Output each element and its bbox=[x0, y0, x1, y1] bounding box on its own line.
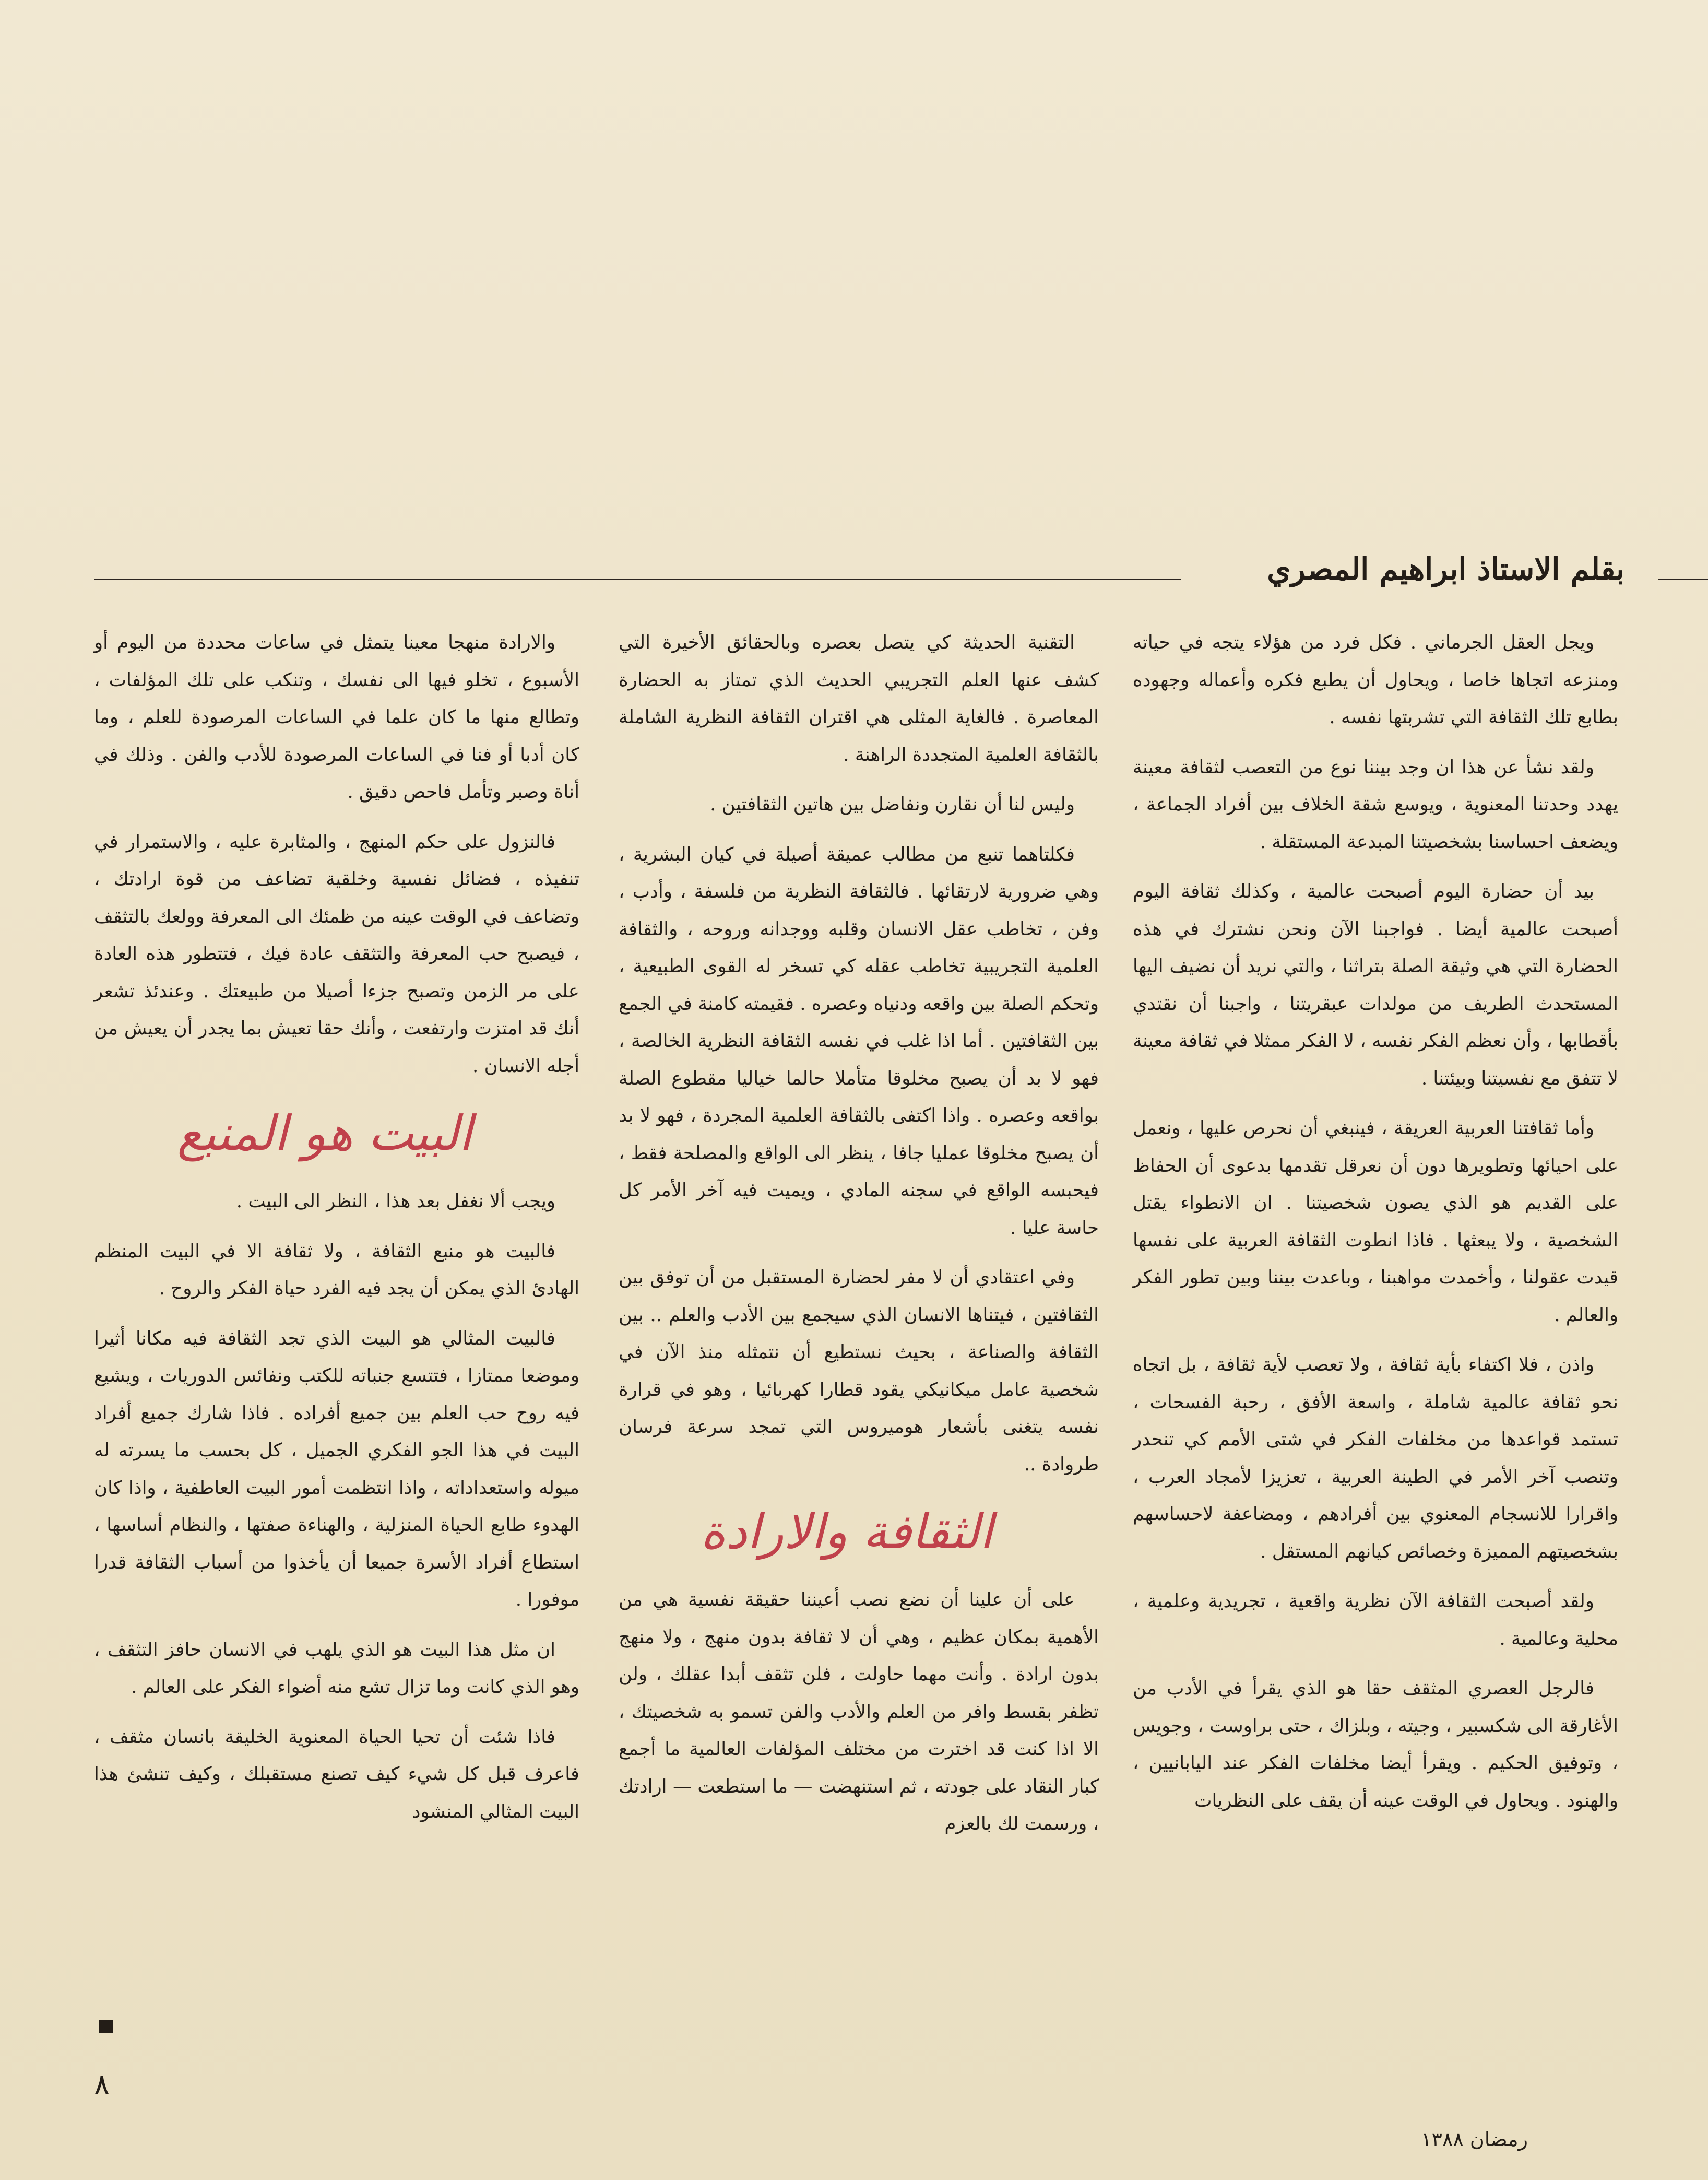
paragraph: فالنزول على حكم المنهج ، والمثابرة عليه ، والاستمرار في تنفيذه ، فضائل نفسية وخلقية تضاعف من قوة ارادتك ، وتضاعف في الوقت عينه من ظمئك الى المعرفة وولعك بالتثقف ، فيصبح حب المعرفة والتثقف عادة فيك ، فتتطور هذه العادة على مر الزمن وتصبح جزءا أصيلا من طبيعتك . وعندئذ تشعر أنك قد امتزت وارتفعت ، وأنك حقا تعيش بما يجدر أن يعيش من أجله الانسان . bbox=[94, 831, 579, 1077]
paragraph: فكلتاهما تنبع من مطالب عميقة أصيلة في كيان البشرية ، وهي ضرورية لارتقائها . فالثقافة النظرية من فلسفة ، وأدب ، وفن ، تخاطب عقل الانسان وقلبه ووجدانه وروحه ، والثقافة العلمية التجريبية تخاطب عقله كي تسخر له القوى الطبيعية ، وتحكم الصلة بين واقعه ودنياه وعصره . فقيمته كامنة في الجمع بين الثقافتين . أما اذا غلب في نفسه الثقافة النظرية الخالصة ، فهو لا بد أن يصبح مخلوقا متأملا حالما خياليا مقطوع الصلة بواقعه وعصره . واذا اكتفى بالثقافة العلمية المجردة ، فهو لا بد أن يصبح مخلوقا عمليا جافا ، ينظر الى الواقع والمصلحة فقط ، فيحبسه الواقع في سجنه المادي ، ويميت فيه آخر الأمر كل حاسة عليا . bbox=[619, 843, 1099, 1239]
paragraph: ولقد أصبحت الثقافة الآن نظرية واقعية ، تجريدية وعلمية ، محلية وعالمية . bbox=[1133, 1590, 1618, 1649]
section-heading-culture-and-will: الثقافة والارادة bbox=[700, 1504, 993, 1560]
section-heading-home-is-the-source: البيت هو المنبع bbox=[177, 1105, 472, 1161]
paragraph: وفي اعتقادي أن لا مفر لحضارة المستقبل من أن توفق بين الثقافتين ، فيتناها الانسان الذي سيجمع بين الأدب والعلم .. بين الثقافة والصناعة ، بحيث نستطيع أن نتمثله منذ الآن في شخصية عامل ميكانيكي يقود قطارا كهربائيا ، وهو في قرارة نفسه يتغنى بأشعار هوميروس التي تمجد سرعة فرسان طروادة .. bbox=[619, 1267, 1099, 1475]
paragraph: وليس لنا أن نقارن ونفاضل بين هاتين الثقافتين . bbox=[710, 794, 1075, 815]
author-byline: بقلم الاستاذ ابراهيم المصري bbox=[1267, 551, 1624, 587]
article-column-left bbox=[94, 624, 579, 1843]
paragraph: التقنية الحديثة كي يتصل بعصره وبالحقائق الأخيرة التي كشف عنها العلم التجريبي الحديث الذي تمتاز به الحضارة المعاصرة . فالغاية المثلى هي اقتران الثقافة النظرية الشاملة بالثقافة العلمية المتجددة الراهنة . bbox=[619, 632, 1099, 765]
paragraph: ان مثل هذا البيت هو الذي يلهب في الانسان حافز التثقف ، وهو الذي كانت وما تزال تشع منه أضواء الفكر على العالم . bbox=[94, 1639, 579, 1698]
paragraph: فاذا شئت أن تحيا الحياة المعنوية الخليقة بانسان مثقف ، فاعرف قبل كل شيء كيف تصنع مستقبلك ، وكيف تنشئ هذا البيت المثالي المنشود bbox=[94, 1726, 579, 1822]
header-rule-right bbox=[1658, 579, 1708, 580]
paragraph: وأما ثقافتنا العربية العريقة ، فينبغي أن نحرص عليها ، ونعمل على احيائها وتطويرها دون أن نعرقل تقدمها بدعوى أن الحفاظ على القديم هو الذي يصون شخصيتنا . ان الانطواء يقتل الشخصية ، ولا يبعثها . فاذا انطوت الثقافة العربية على نفسها قيدت عقولنا ، وأخمدت مواهبنا ، وباعدت بيننا وبين تطور الفكر والعالم . bbox=[1133, 1117, 1618, 1326]
article-column-middle bbox=[619, 624, 1099, 1855]
paragraph: ولقد نشأ عن هذا ان وجد بيننا نوع من التعصب لثقافة معينة يهدد وحدتنا المعنوية ، ويوسع شقة الخلاف بين أفراد الجماعة ، ويضعف احساسنا بشخصيتنا المبدعة المستقلة . bbox=[1133, 756, 1618, 853]
paragraph: فالبيت المثالي هو البيت الذي تجد الثقافة فيه مكانا أثيرا وموضعا ممتازا ، فتتسع جنباته للكتب ونفائس الدوريات ، ويشيع فيه روح حب العلم بين جميع أفراده . فاذا شارك جميع أفراد البيت في هذا الجو الفكري الجميل ، كل بحسب ما يسرته له ميوله واستعداداته ، واذا انتظمت أمور البيت العاطفية ، واذا كان الهدوء طابع الحياة المنزلية ، والهناءة صفتها ، والنظام أساسها ، استطاع أفراد الأسرة جميعا أن يأخذوا من أسباب الثقافة قدرا موفورا . bbox=[94, 1327, 579, 1610]
paragraph: فالبيت هو منبع الثقافة ، ولا ثقافة الا في البيت المنظم الهادئ الذي يمكن أن يجد فيه الفرد حياة الفكر والروح . bbox=[94, 1240, 579, 1299]
paragraph: واذن ، فلا اكتفاء بأية ثقافة ، ولا تعصب لأية ثقافة ، بل اتجاه نحو ثقافة عالمية شاملة ، واسعة الأفق ، رحبة الفسحات ، تستمد قواعدها من مخلفات الفكر في شتى الأمم كي تنحدر وتنصب آخر الأمر في الطينة العربية ، تعزيزا لأمجاد العرب ، واقرارا للانسجام المعنوي بين أفرادهم ، ومضاعفة لاحساسهم بشخصيتهم المميزة وخصائص كيانهم المستقل . bbox=[1133, 1354, 1618, 1562]
paragraph: بيد أن حضارة اليوم أصبحت عالمية ، وكذلك ثقافة اليوم أصبحت عالمية أيضا . فواجبنا الآن ونحن نشترك في هذه الحضارة التي هي وثيقة الصلة بتراثنا ، والتي نريد أن نضيف اليها المستحدث الطريف من مولدات عبقريتنا ، واجبنا أن نقتدي بأقطابها ، وأن نعظم الفكر نفسه ، لا الفكر ممثلا في ثقافة معينة لا تتفق مع نفسيتنا وبيئتنا . bbox=[1133, 881, 1618, 1089]
paragraph: فالرجل العصري المثقف حقا هو الذي يقرأ في الأدب من الأغارقة الى شكسبير ، وجيته ، وبلزاك ، حتى براوست ، وجويس ، وتوفيق الحكيم . ويقرأ أيضا مخلفات الفكر عند اليابانيين ، والهنود . ويحاول في الوقت عينه أن يقف على النظريات bbox=[1133, 1678, 1618, 1811]
article-column-right bbox=[1133, 624, 1618, 1832]
issue-date: رمضان ١٣٨٨ bbox=[1421, 2128, 1528, 2151]
header-rule bbox=[94, 579, 1181, 580]
paragraph: والارادة منهجا معينا يتمثل في ساعات محددة من اليوم أو الأسبوع ، تخلو فيها الى نفسك ، وتنكب على تلك المؤلفات ، وتطالع منها ما كان علما في الساعات المرصودة للعلم ، وما كان أدبا أو فنا في الساعات المرصودة للأدب والفن . وذلك في أناة وصبر وتأمل فاحص دقيق . bbox=[94, 632, 579, 803]
paragraph: ويجب ألا نغفل بعد هذا ، النظر الى البيت . bbox=[236, 1191, 555, 1212]
paragraph: على أن علينا أن نضع نصب أعيننا حقيقة نفسية هي من الأهمية بمكان عظيم ، وهي أن لا ثقافة بدون منهج ، ولا منهج بدون ارادة . وأنت مهما حاولت ، فلن تثقف أبدا عقلك ، ولن تظفر بقسط وافر من العلم والأدب والفن تسمو به شخصيتك ، الا اذا كنت قد اخترت من مختلف المؤلفات العالمية ما أجمع كبار النقاد على جودته ، ثم استنهضت — ما استطعت — ارادتك ، ورسمت لك بالعزم bbox=[619, 1589, 1099, 1834]
page-number: ٨ bbox=[94, 2068, 110, 2102]
paragraph: ويجل العقل الجرماني . فكل فرد من هؤلاء يتجه في حياته ومنزعه اتجاها خاصا ، ويحاول أن يطبع فكره وأعماله وجهوده بطابع تلك الثقافة التي تشربتها نفسه . bbox=[1133, 632, 1618, 728]
article-end-mark bbox=[99, 2020, 113, 2033]
